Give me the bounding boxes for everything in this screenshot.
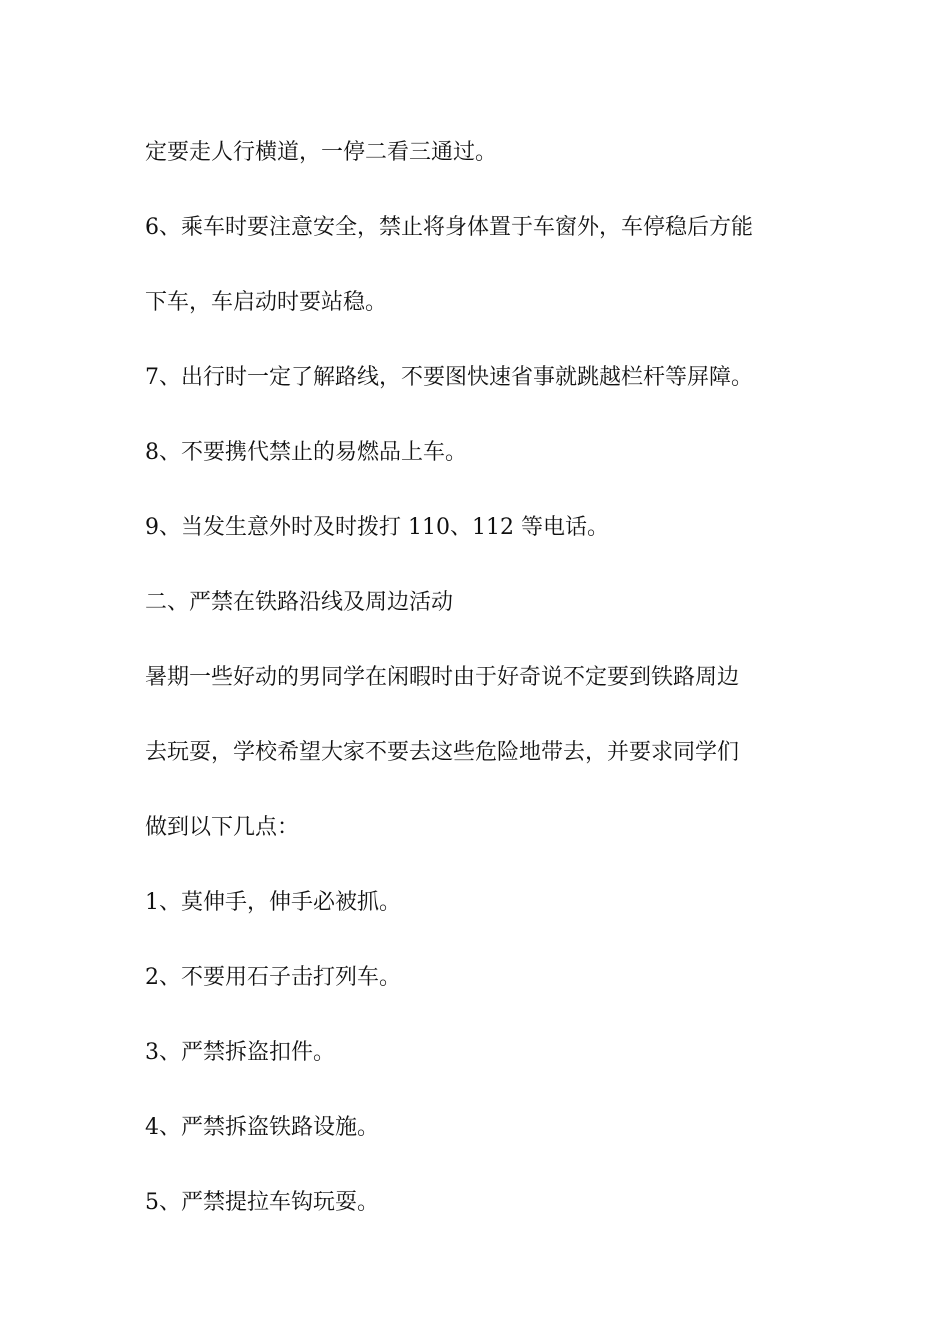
paragraph-line: 做到以下几点： (145, 815, 300, 840)
list-item-1: 1、莫伸手，伸手必被抓。 (145, 890, 401, 915)
paragraph-line: 定要走人行横道，一停二看三通过。 (145, 140, 498, 165)
paragraph-line: 暑期一些好动的男同学在闲暇时由于好奇说不定要到铁路周边 (145, 665, 740, 690)
list-item-7: 7、出行时一定了解路线，不要图快速省事就跳越栏杆等屏障。 (145, 365, 753, 390)
list-item-8: 8、不要携代禁止的易燃品上车。 (145, 440, 467, 465)
list-item-6-continued: 下车，车启动时要站稳。 (145, 290, 388, 315)
list-item-9: 9、当发生意外时及时拨打 110、112 等电话。 (145, 515, 609, 540)
document-body (145, 131, 825, 1256)
list-item-4: 4、严禁拆盗铁路设施。 (145, 1115, 379, 1140)
paragraph-line: 去玩耍，学校希望大家不要去这些危险地带去，并要求同学们 (145, 740, 740, 765)
list-item-6: 6、乘车时要注意安全，禁止将身体置于车窗外，车停稳后方能 (145, 215, 753, 240)
list-item-5: 5、严禁提拉车钩玩耍。 (145, 1190, 379, 1215)
list-item-3: 3、严禁拆盗扣件。 (145, 1040, 335, 1065)
list-item-2: 2、不要用石子击打列车。 (145, 965, 401, 990)
section-heading: 二、严禁在铁路沿线及周边活动 (145, 590, 454, 615)
